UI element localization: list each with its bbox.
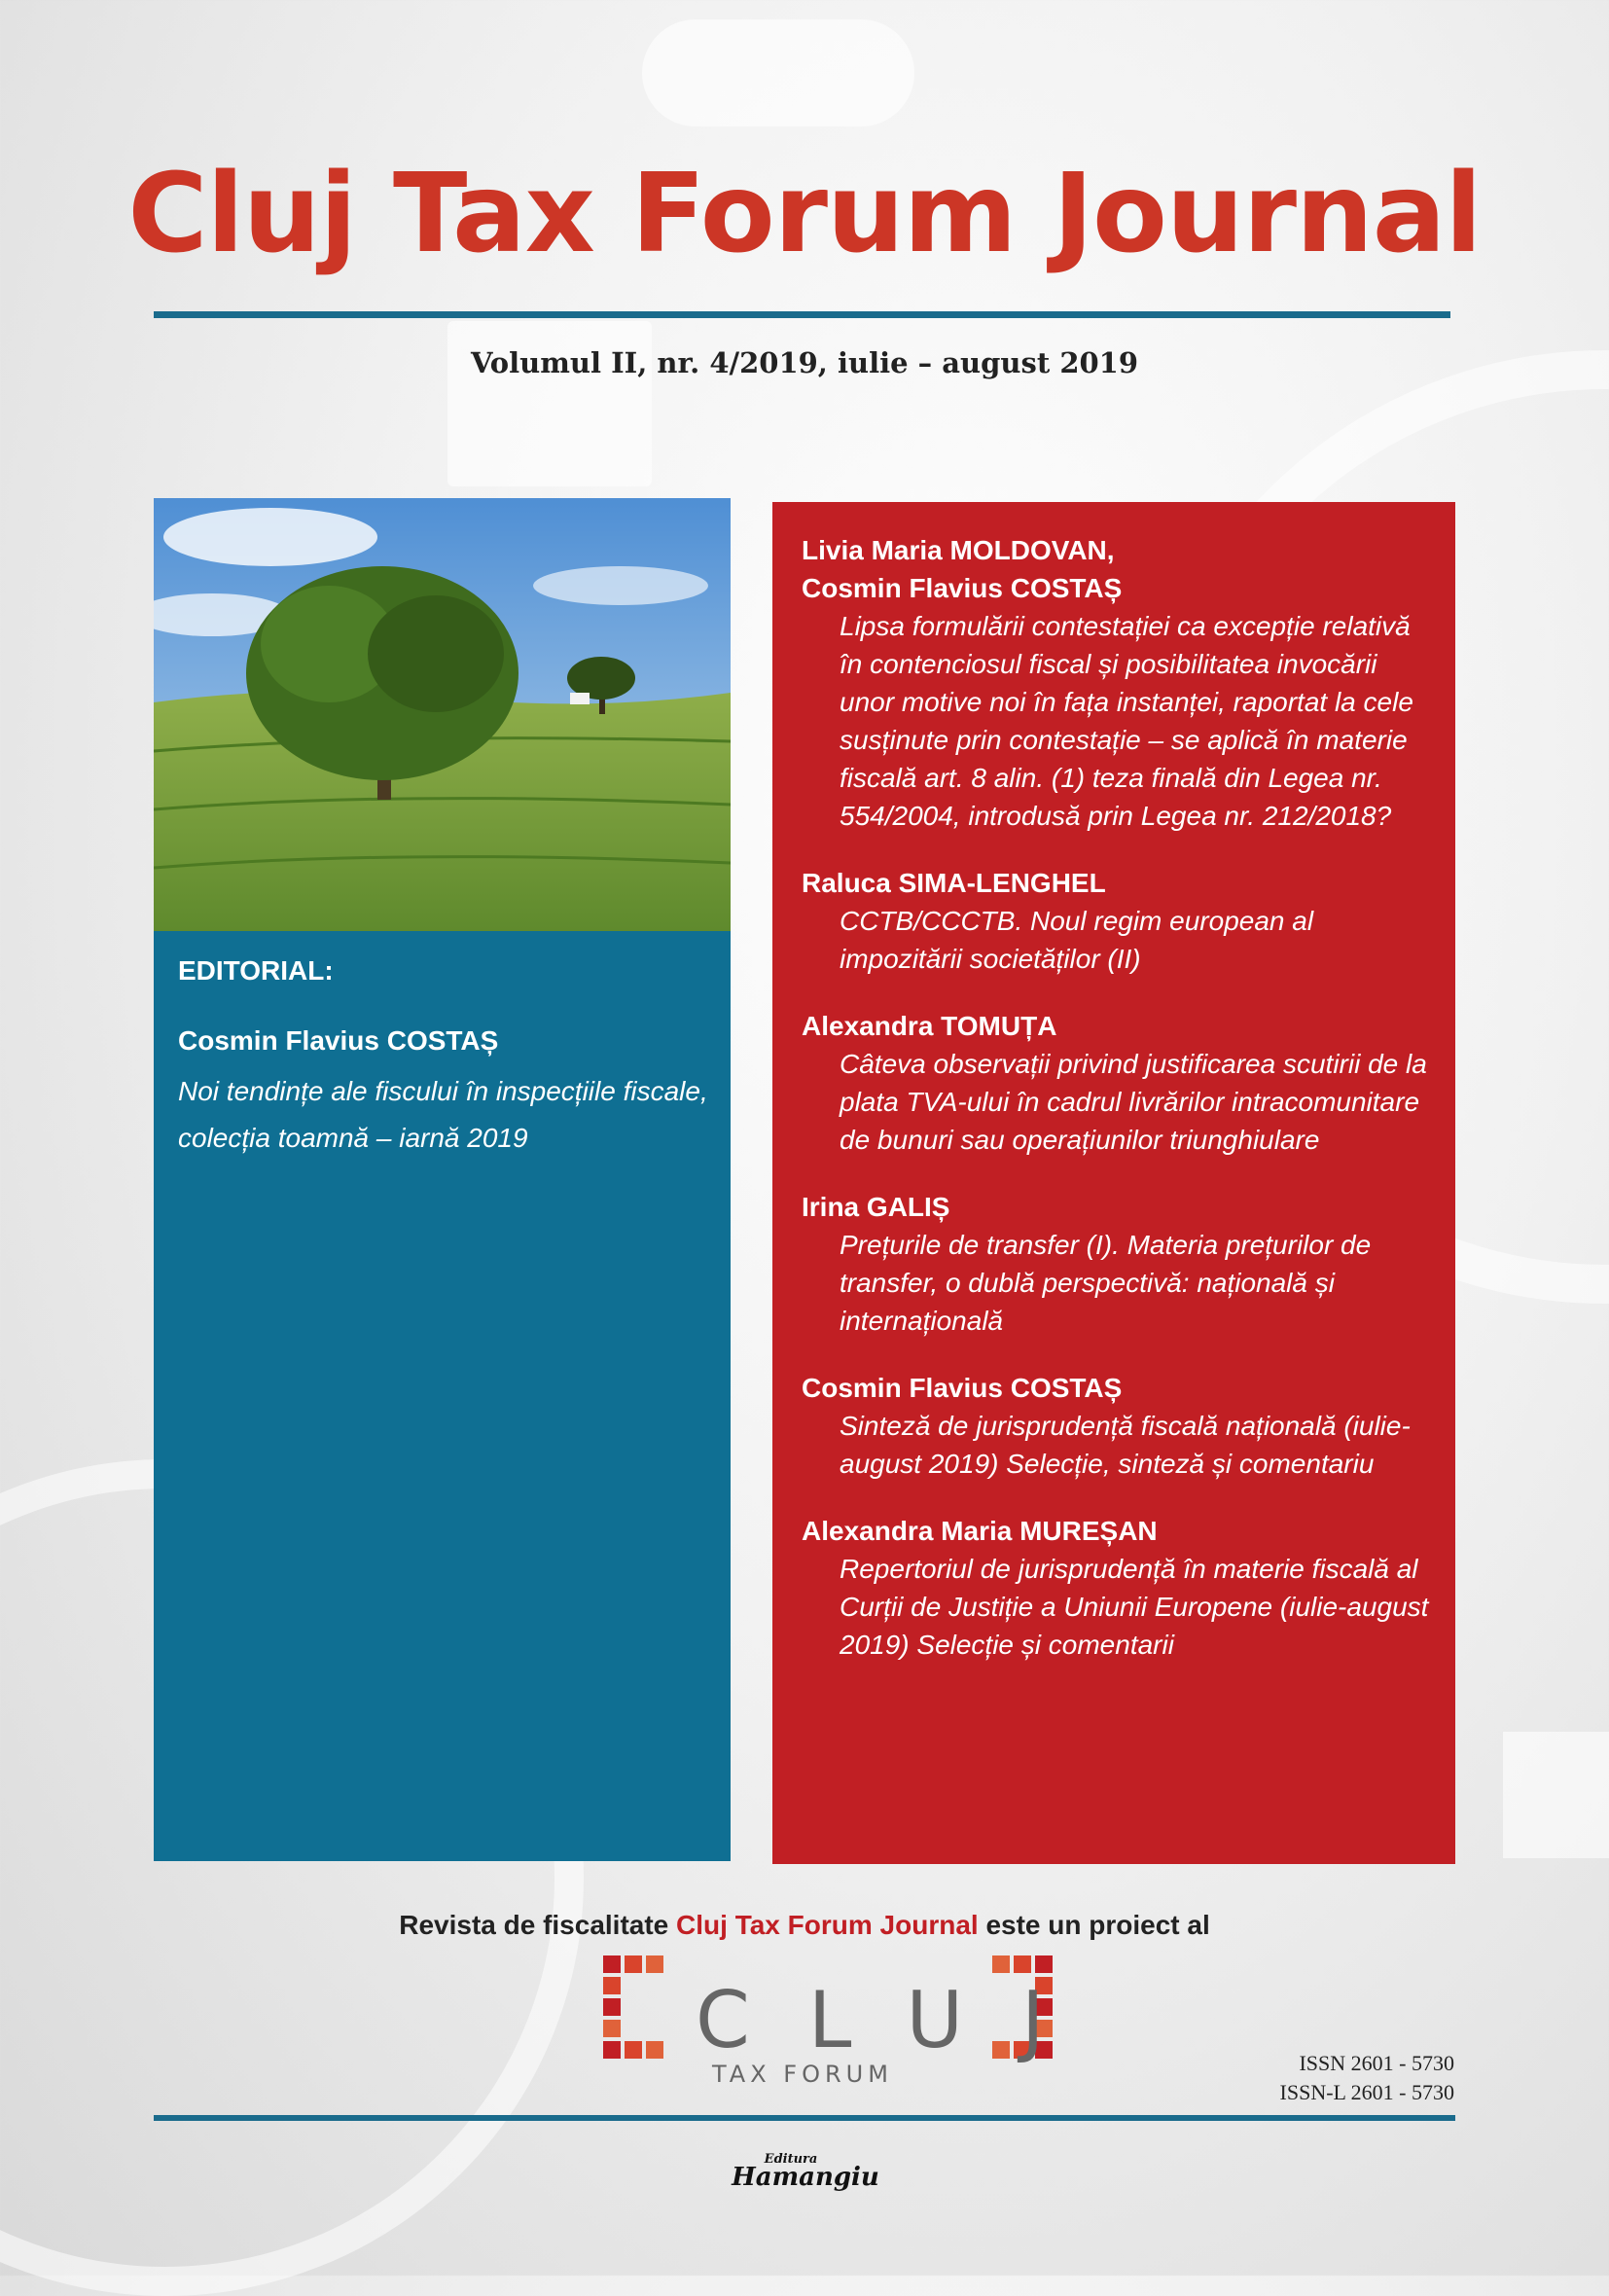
entry-article: Prețurile de transfer (I). Materia prețurilor de transfer, o dublă perspectivă: națională și internațională bbox=[840, 1230, 1372, 1336]
cover-photo bbox=[154, 498, 731, 931]
entry-author: Raluca SIMA-LENGHEL bbox=[802, 868, 1106, 898]
issn-number: ISSN 2601 - 5730 bbox=[1299, 2051, 1454, 2075]
entry-author: Cosmin Flavius COSTAȘ bbox=[802, 1373, 1123, 1403]
entry-author: Alexandra TOMUȚA bbox=[802, 1011, 1057, 1041]
entry-article: CCTB/CCCTB. Noul regim european al impozitării societăților (II) bbox=[840, 906, 1314, 974]
list-item bbox=[802, 531, 1434, 835]
entry-article: Lipsa formulării contestației ca excepție relativă în contenciosul fiscal și posibilitatea invocării unor motive noi în fața instanței, raportat la cele susținute prin contestație – se aplică în materie fiscală art. 8 alin. (1) teza finală din Legea nr. 554/2004, introdusă prin Legea nr. 212/2018? bbox=[840, 611, 1413, 831]
cluj-tax-forum-logo bbox=[603, 1955, 1103, 2092]
entry-author: Livia Maria MOLDOVAN, bbox=[802, 535, 1115, 565]
project-suffix: este un proiect al bbox=[978, 1910, 1210, 1940]
project-statement bbox=[0, 1910, 1609, 1941]
entry-author: Alexandra Maria MUREȘAN bbox=[802, 1516, 1158, 1546]
bottom-divider bbox=[154, 2115, 1455, 2121]
list-item bbox=[802, 1369, 1434, 1483]
vineyard-tree-image bbox=[154, 498, 731, 931]
entry-article: Sinteză de jurisprudență fiscală națională (iulie-august 2019) Selecție, sinteză și comentariu bbox=[840, 1411, 1411, 1479]
logo-left-bracket bbox=[603, 1955, 663, 2059]
contents-list bbox=[802, 531, 1434, 1693]
envelope-icon bbox=[1503, 1732, 1609, 1858]
editorial-text bbox=[178, 955, 708, 1162]
editorial-label: EDITORIAL: bbox=[178, 955, 334, 986]
list-item bbox=[802, 1007, 1434, 1159]
entry-article: Repertoriul de jurisprudență în materie fiscală al Curții de Justiție a Uniunii Europene (iulie-august 2019) Selecție și comentarii bbox=[840, 1554, 1429, 1660]
volume-info: Volumul II, nr. 4/2019, iulie – august 2019 bbox=[470, 346, 1139, 379]
publisher-prefix: Editura bbox=[764, 2152, 818, 2167]
logo-subtitle: TAX FORUM bbox=[712, 2061, 893, 2088]
journal-title: Cluj Tax Forum Journal bbox=[127, 151, 1482, 277]
logo-word: CLUJ bbox=[696, 1975, 1103, 2065]
issn-l-number: ISSN-L 2601 - 5730 bbox=[1279, 2080, 1454, 2104]
entry-article: Câteva observații privind justificarea scutirii de la plata TVA-ului în cadrul livrărilor intracomunitare de bunuri sau operațiunilor triunghiulare bbox=[840, 1049, 1427, 1155]
publisher-logo bbox=[718, 2152, 893, 2192]
editorial-article: Noi tendințe ale fiscului în inspecțiile fiscale, colecția toamnă – iarnă 2019 bbox=[178, 1076, 708, 1153]
project-prefix: Revista de fiscalitate bbox=[399, 1910, 677, 1940]
cloud-icon bbox=[642, 19, 914, 126]
editorial-panel bbox=[154, 498, 731, 1861]
top-divider bbox=[154, 311, 1450, 318]
contents-panel bbox=[772, 502, 1455, 1864]
list-item bbox=[802, 1188, 1434, 1340]
issn-block bbox=[1206, 2049, 1454, 2107]
entry-author: Cosmin Flavius COSTAȘ bbox=[802, 573, 1123, 603]
publisher-name: Hamangiu bbox=[732, 2163, 879, 2192]
editorial-author: Cosmin Flavius COSTAȘ bbox=[178, 1025, 499, 1056]
list-item bbox=[802, 1512, 1434, 1664]
project-brand: Cluj Tax Forum Journal bbox=[676, 1910, 979, 1940]
list-item bbox=[802, 864, 1434, 978]
entry-author: Irina GALIȘ bbox=[802, 1192, 950, 1222]
